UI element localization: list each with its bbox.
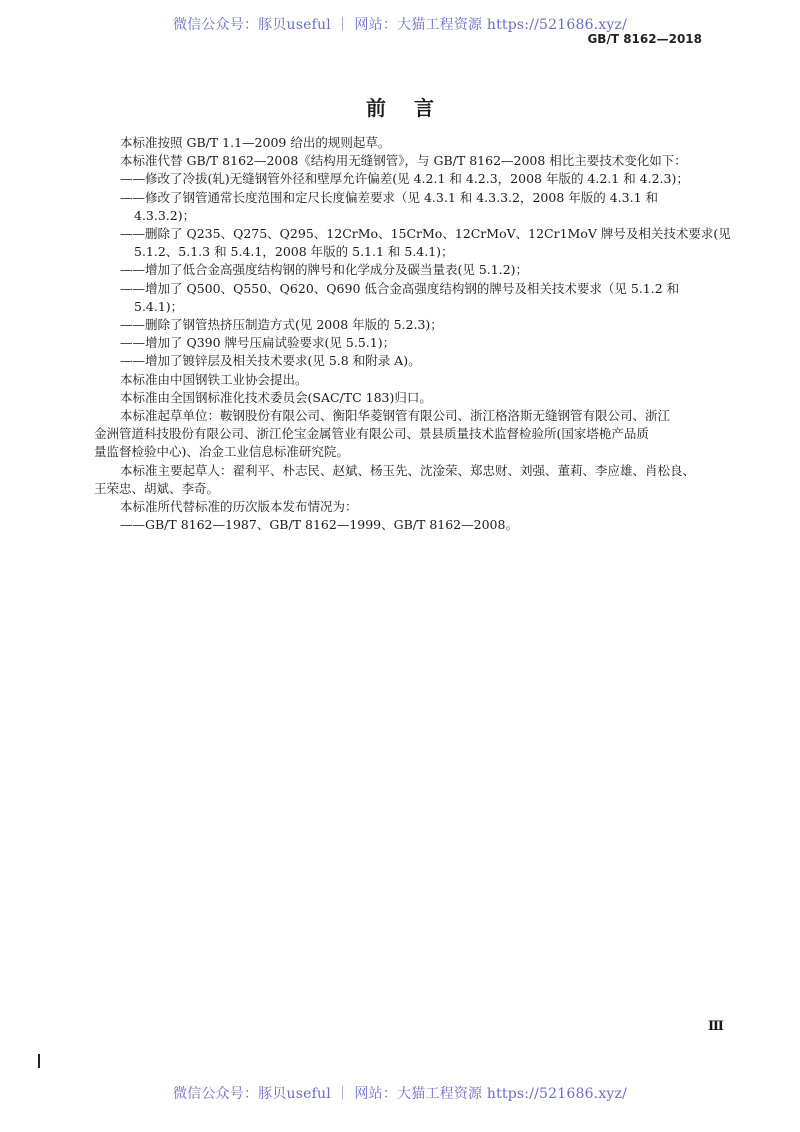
page-title: 前言 (366, 96, 462, 120)
list-item: ——GB/T 8162—1987、GB/T 8162—1999、GB/T 8162—2008。 (120, 517, 518, 533)
watermark-bottom: 微信公众号：豚贝useful ｜ 网站：大猫工程资源 https://521686.xyz/ (172, 1086, 628, 1102)
text-line: 本标准按照 GB/T 1.1—2009 给出的规则起草。 (120, 135, 391, 150)
list-item: ——修改了钢管通常长度范围和定尺长度偏差要求（见 4.3.1 和 4.3.3.2，2008 年版的 4.3.1 和 (120, 189, 658, 205)
list-item-continuation: 4.3.3.2)； (134, 207, 196, 223)
text-line-continuation: 王荣忠、胡斌、李奇。 (94, 480, 220, 496)
foreword-body (94, 134, 731, 534)
list-item-continuation: 5.1.2、5.1.3 和 5.4.1，2008 年版的 5.1.1 和 5.4.1)； (134, 244, 454, 260)
list-item: ——增加了镀锌层及相关技术要求(见 5.8 和附录 A)。 (120, 353, 421, 369)
list-item: ——修改了冷拔(轧)无缝钢管外径和壁厚允许偏差(见 4.2.1 和 4.2.3，2008 年版的 4.2.1 和 4.2.3)； (120, 171, 689, 187)
text-line: 本标准代替 GB/T 8162—2008《结构用无缝钢管》，与 GB/T 8162—2008 相比主要技术变化如下： (120, 153, 687, 169)
list-item-continuation: 5.4.1)； (134, 298, 184, 314)
page-number: Ⅲ (708, 1019, 724, 1034)
text-line-continuation: 金洲管道科技股份有限公司、浙江伦宝金属管业有限公司、景县质量技术监督检验所(国家塔桅产品质 (94, 426, 649, 442)
text-line-continuation: 量监督检验中心)、冶金工业信息标准研究院。 (94, 444, 349, 460)
list-item: ——增加了 Q500、Q550、Q620、Q690 低合金高强度结构钢的牌号及相关技术要求（见 5.1.2 和 (120, 280, 680, 296)
list-item: ——删除了钢管热挤压制造方式(见 2008 年版的 5.2.3)； (120, 317, 443, 333)
standard-number: GB/T 8162—2018 (587, 32, 702, 46)
text-line: 本标准起草单位：鞍钢股份有限公司、衡阳华菱钢管有限公司、浙江格洛斯无缝钢管有限公司、浙江 (120, 408, 671, 424)
text-line: 本标准由中国钢铁工业协会提出。 (120, 371, 308, 387)
text-line: 本标准由全国钢标准化技术委员会(SAC/TC 183)归口。 (120, 389, 432, 405)
watermark-top: 微信公众号：豚贝useful ｜ 网站：大猫工程资源 https://521686.xyz/ (172, 17, 628, 33)
text-line: 本标准主要起草人：翟利平、朴志民、赵斌、杨玉先、沈淦荣、郑忠财、刘强、董莉、李应雄、肖松良、 (120, 462, 696, 478)
list-item: ——删除了 Q235、Q275、Q295、12CrMo、15CrMo、12CrMoV、12Cr1MoV 牌号及相关技术要求(见 (120, 226, 731, 242)
list-item: ——增加了 Q390 牌号压扁试验要求(见 5.5.1)； (120, 335, 396, 351)
list-item: ——增加了低合金高强度结构钢的牌号和化学成分及碳当量表(见 5.1.2)； (120, 262, 529, 278)
text-line: 本标准所代替标准的历次版本发布情况为： (120, 499, 358, 515)
scan-edge-mark (38, 1054, 40, 1068)
